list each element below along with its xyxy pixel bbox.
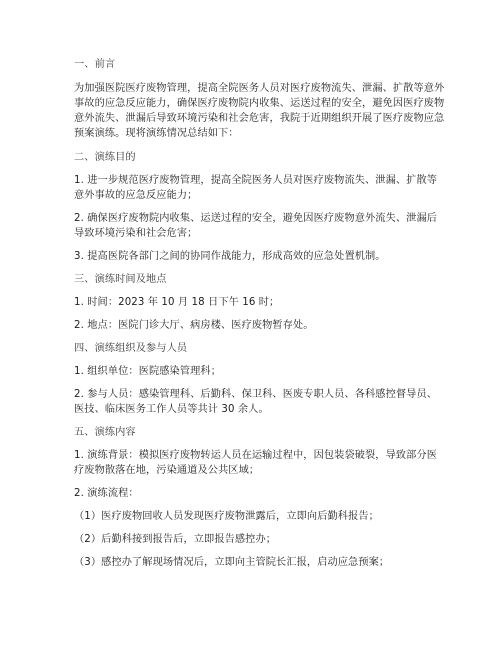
purpose-item-line: 2. 确保医疗废物院内收集、运送过程的安全，避免因医疗废物意外流失、泄漏后 [74, 213, 438, 224]
place-item: 2. 地点：医院门诊大厅、病房楼、医疗废物暂存处。 [74, 320, 314, 331]
participants-item-line: 医技、临床医务工作人员等共计 30 余人。 [74, 404, 269, 415]
process-step: （3）感控办了解现场情况后，立即向主管院长汇报，启动应急预案； [74, 557, 390, 568]
purpose-item-line: 导致环境污染和社会危害； [74, 228, 198, 239]
section-heading-organization: 四、演练组织及参与人员 [74, 343, 188, 354]
section-heading-preface: 一、前言 [74, 59, 116, 70]
preface-paragraph-line: 意外流失、泄漏后导致环境污染和社会危害，我院于近期组织开展了医疗废物应急 [74, 113, 445, 124]
preface-paragraph-line: 预案演练。现将演练情况总结如下： [74, 128, 239, 139]
process-step: （1）医疗废物回收人员发现医疗废物泄露后，立即向后勤科报告； [74, 511, 379, 522]
process-step: （2）后勤科接到报告后，立即报告感控办； [74, 534, 277, 545]
time-item: 1. 时间：2023 年 10 月 18 日下午 16 时； [74, 297, 280, 308]
purpose-item-line: 意外事故的应急反应能力； [74, 190, 198, 201]
purpose-item-line: 1. 进一步规范医疗废物管理，提高全院医务人员对医疗废物流失、泄漏、扩散等 [74, 175, 438, 186]
background-item-line: 1. 演练背景：模拟医疗废物转运人员在运输过程中，因包装袋破裂，导致部分医 [74, 450, 438, 461]
preface-paragraph-line: 事故的应急反应能力，确保医疗废物院内收集、运送过程的安全，避免因医疗废物 [74, 98, 445, 109]
background-item-line: 疗废物散落在地，污染通道及公共区域； [74, 465, 260, 476]
preface-paragraph-line: 为加强医院医疗废物管理，提高全院医务人员对医疗废物流失、泄漏、扩散等意外 [74, 83, 445, 94]
participants-item-line: 2. 参与人员：感染管理科、后勤科、保卫科、医废专职人员、各科感控督导员、 [74, 389, 438, 400]
section-heading-content: 五、演练内容 [74, 427, 136, 438]
section-heading-purpose: 二、演练目的 [74, 152, 136, 163]
process-item: 2. 演练流程： [74, 488, 139, 499]
organizer-item: 1. 组织单位：医院感染管理科； [74, 366, 221, 377]
purpose-item-line: 3. 提高医院各部门之间的协同作战能力，形成高效的应急处置机制。 [74, 251, 386, 262]
section-heading-time-place: 三、演练时间及地点 [74, 274, 167, 285]
